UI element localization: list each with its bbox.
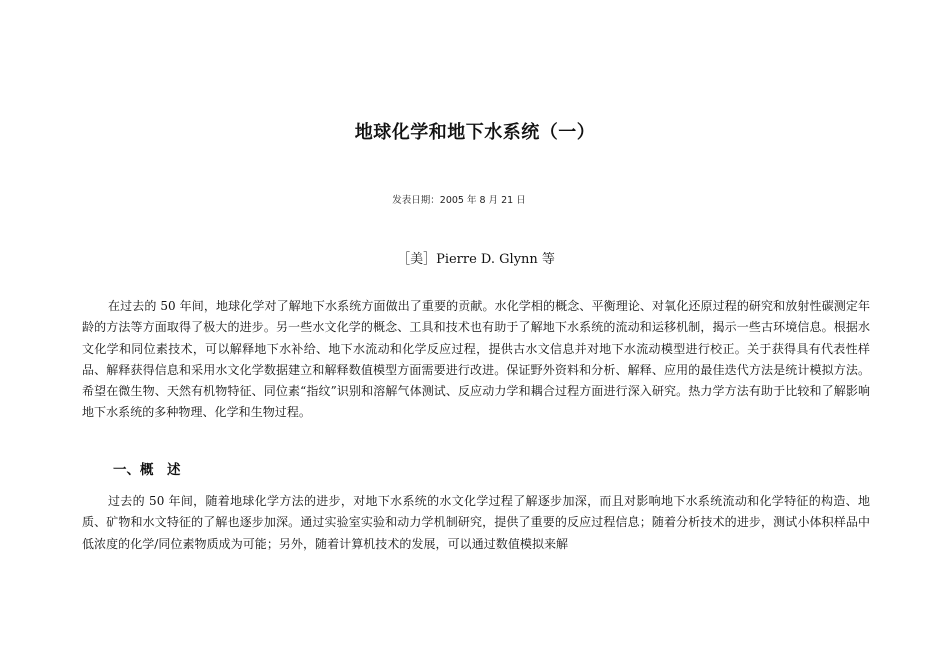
abstract-paragraph: 在过去的 50 年间，地球化学对了解地下水系统方面做出了重要的贡献。水化学相的概念、平衡理论、对氧化还原过程的研究和放射性碳测定年龄的方法等方面取得了极大的进步。另一些水文化学的概念、工具和技术也有助于了解地下水系统的流动和运移机制，揭示一些古环境信息。根据水文化学和同位素技术，可以解释地下水补给、地下水流动和化学反应过程，提供古水文信息并对地下水流动模型进行校正。关于获得具有代表性样品、解释获得信息和采用水文化学数据建立和解释数值模型方面需要进行改进。保证野外资料和分析、解释、应用的最佳迭代方法是统计模拟方法。希望在微生物、天然有机物特征、同位素“指纹”识别和溶解气体测试、反应动力学和耦合过程方面进行深入研究。热力学方法有助于比较和了解影响地下水系统的多种物理、化学和生物过程。 xyxy=(82,299,870,420)
section-heading: 一、概 述 xyxy=(113,462,181,478)
body-paragraph: 过去的 50 年间，随着地球化学方法的进步，对地下水系统的水文化学过程了解逐步加深，而且对影响地下水系统流动和化学特征的构造、地质、矿物和水文特征的了解也逐步加深。通过实验室实验和动力学机制研究，提供了重要的反应过程信息；随着分析技术的进步，测试小体积样品中低浓度的化学/同位素物质成为可能；另外，随着计算机技术的发展，可以通过数值模拟来解 xyxy=(82,494,870,551)
publish-date: 发表日期：2005 年 8 月 21 日 xyxy=(392,195,526,206)
document-title: 地球化学和地下水系统（一） xyxy=(354,122,596,143)
author-line: ［美］Pierre D. Glynn 等 xyxy=(397,252,555,267)
